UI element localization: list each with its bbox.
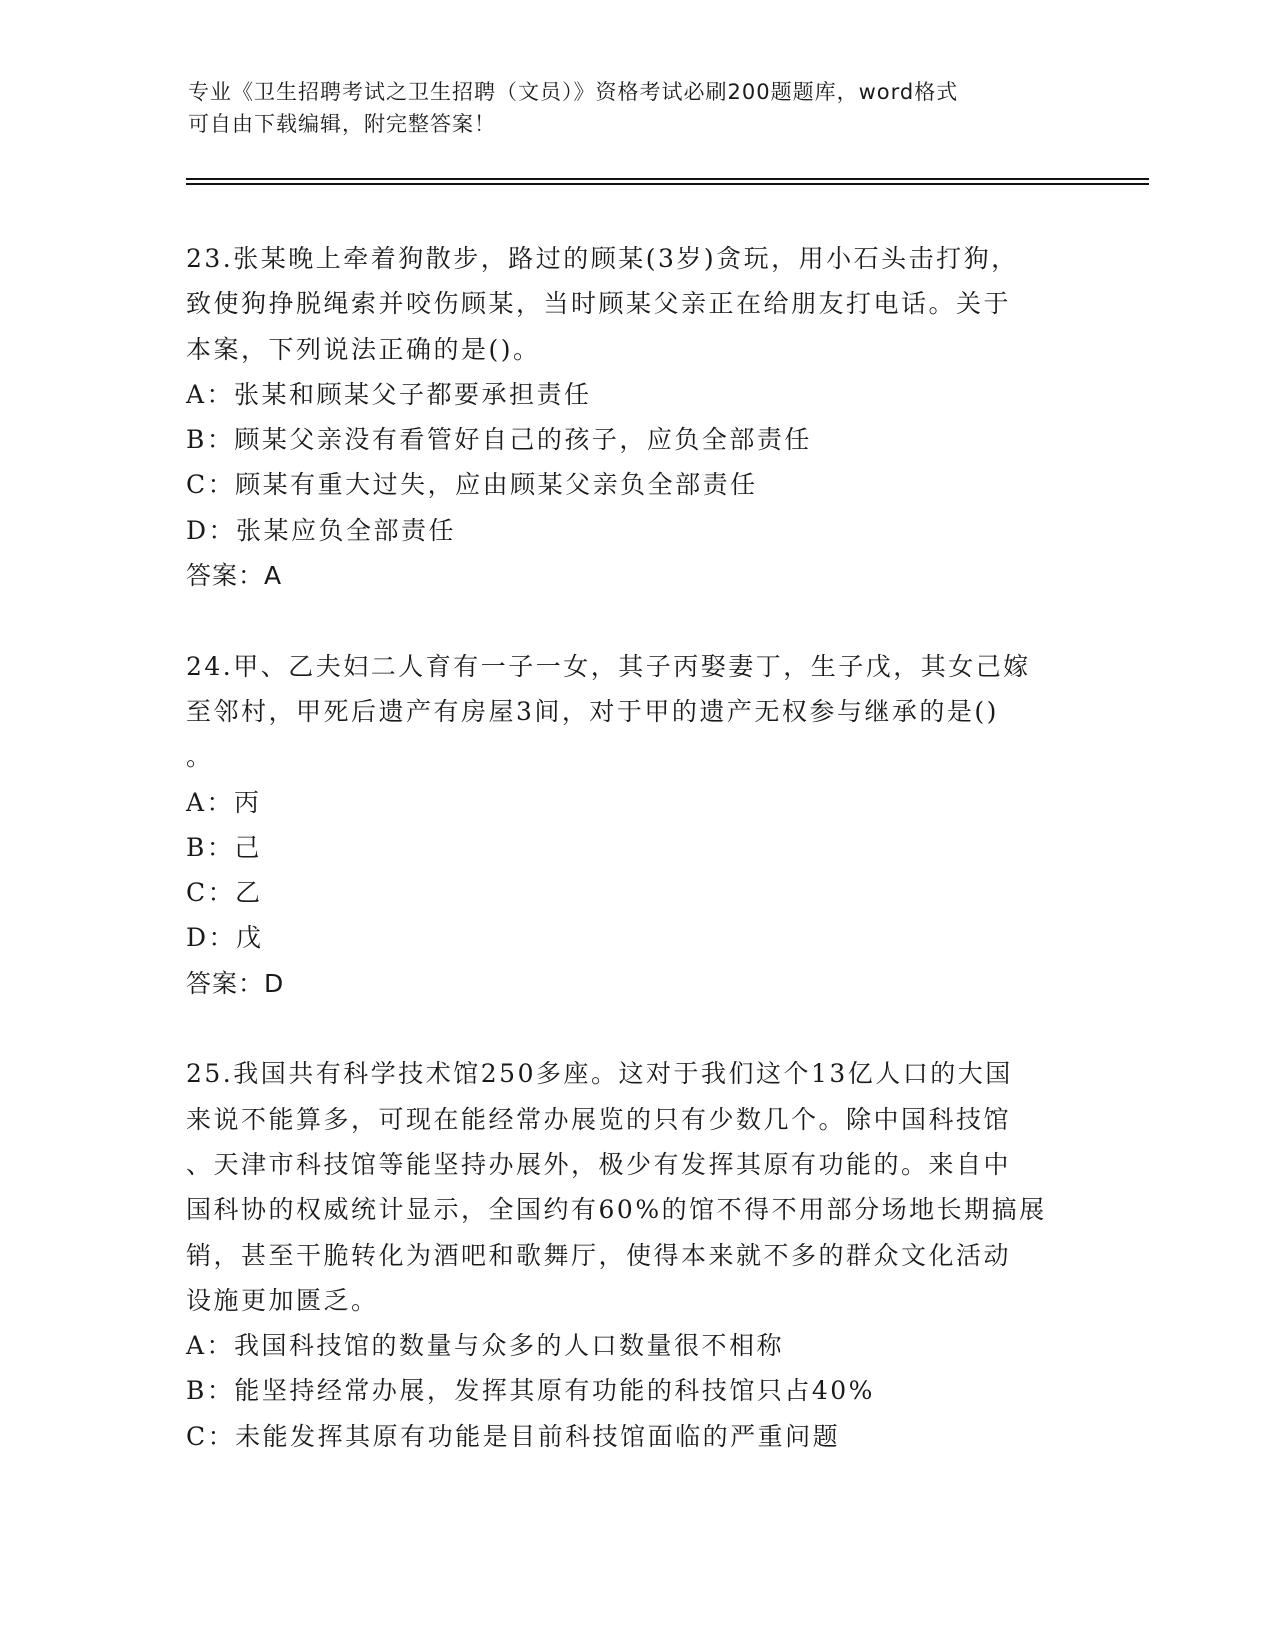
question-stem-line: 。 [186,742,214,772]
question-stem-line: 25.我国共有科学技术馆250多座。这对于我们这个13亿人口的大国 [186,1059,1013,1089]
question-stem-line: 、天津市科技馆等能坚持办展外，极少有发挥其原有功能的。来自中 [186,1149,1012,1179]
option-c: C：顾某有重大过失，应由顾某父亲负全部责任 [186,470,758,500]
question-stem-line: 国科协的权威统计显示，全国约有60%的馆不得不用部分场地长期搞展 [186,1195,1047,1225]
spacer [186,1006,1086,1051]
question-stem-line: 24.甲、乙夫妇二人育有一子一女，其子丙娶妻丁，生子戊，其女己嫁 [186,651,1031,681]
question-24 [186,644,1086,1006]
question-stem-line: 本案，下列说法正确的是()。 [186,334,541,364]
question-stem-line: 23.张某晚上牵着狗散步，路过的顾某(3岁)贪玩，用小石头击打狗， [186,244,1019,273]
question-stem-line: 至邻村，甲死后遗产有房屋3间，对于甲的遗产无权参与继承的是() [186,696,999,726]
option-d: D：张某应负全部责任 [186,515,457,545]
option-b: B：己 [186,832,262,862]
header-divider-top [186,178,1149,180]
spacer [186,598,1086,643]
question-stem-line: 设施更加匮乏。 [186,1285,379,1315]
option-b: B：能坚持经常办展，发挥其原有功能的科技馆只占40% [186,1376,875,1406]
question-stem-line: 销，甚至干脆转化为酒吧和歌舞厅，使得本来就不多的群众文化活动 [186,1240,1012,1270]
answer: 答案：A [186,561,283,591]
header-divider-bottom [186,183,1149,185]
header-line-2: 可自由下载编辑，附完整答案！ [188,112,496,136]
answer: 答案：D [186,968,285,998]
option-d: D：戊 [186,923,264,953]
question-23 [186,236,1086,598]
question-25 [186,1051,1086,1459]
question-stem-line: 来说不能算多，可现在能经常办展览的只有少数几个。除中国科技馆 [186,1104,1012,1134]
question-stem-line: 致使狗挣脱绳索并咬伤顾某，当时顾某父亲正在给朋友打电话。关于 [186,289,1012,319]
option-c: C：乙 [186,878,263,908]
question-list [186,236,1086,1459]
option-a: A：我国科技馆的数量与众多的人口数量很不相称 [186,1331,785,1361]
document-header [188,76,1088,140]
option-a: A：丙 [186,787,262,817]
option-c: C：未能发挥其原有功能是目前科技馆面临的严重问题 [186,1421,841,1451]
option-b: B：顾某父亲没有看管好自己的孩子，应负全部责任 [186,425,812,455]
header-line-1: 专业《卫生招聘考试之卫生招聘（文员）》资格考试必刷200题题库，word格式 [188,80,959,104]
option-a: A：张某和顾某父子都要承担责任 [186,379,592,409]
